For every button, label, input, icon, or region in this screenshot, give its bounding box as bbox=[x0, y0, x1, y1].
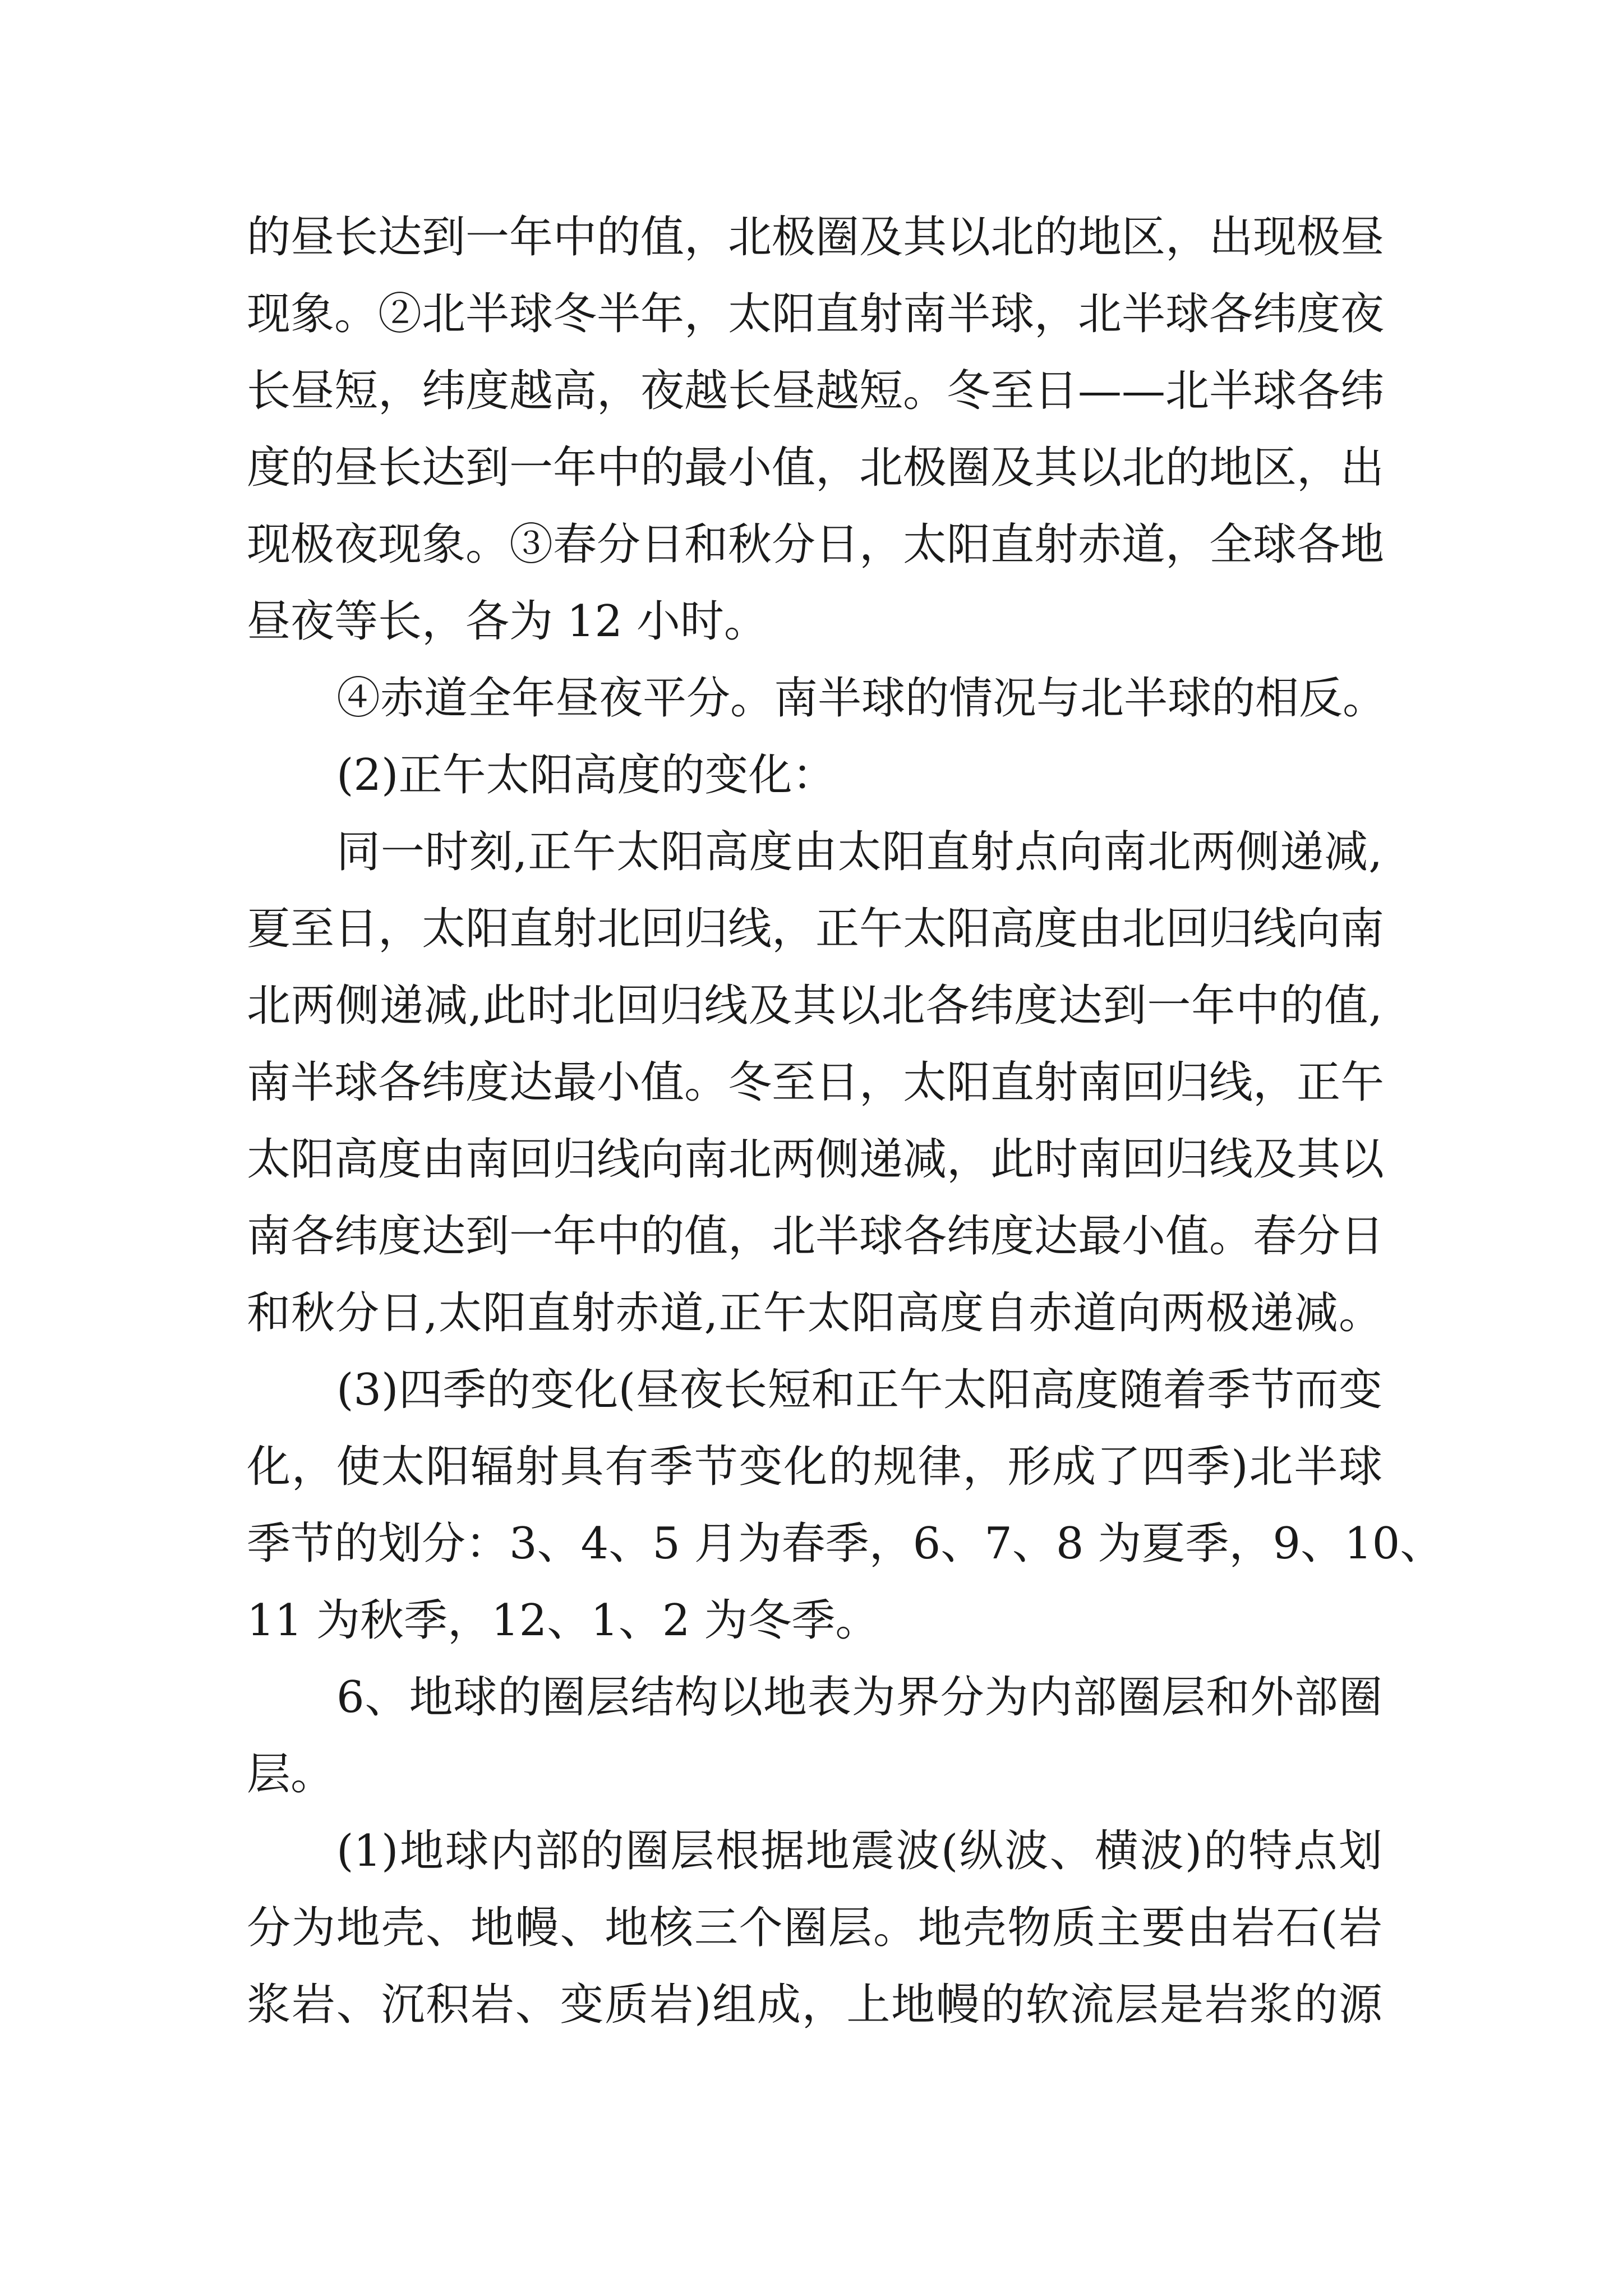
text-line: 分为地壳、地幔、地核三个圈层。地壳物质主要由岩石(岩 bbox=[247, 1903, 1382, 1953]
text-line: 季节的划分：3、4、5 月为春季，6、7、8 为夏季，9、10、 bbox=[247, 1519, 1444, 1569]
text-line: 度的昼长达到一年中的最小值，北极圈及其以北的地区，出 bbox=[247, 443, 1385, 493]
document-body bbox=[247, 199, 1444, 2044]
section-heading: (1)地球内部的圈层根据地震波(纵波、横波)的特点划 bbox=[336, 1826, 1382, 1876]
text-line: 太阳高度由南回归线向南北两侧递减，此时南回归线及其以 bbox=[247, 1134, 1385, 1185]
section-heading: 6、地球的圈层结构以地表为界分为内部圈层和外部圈 bbox=[336, 1672, 1382, 1723]
text-line: 南半球各纬度达最小值。冬至日，太阳直射南回归线，正午 bbox=[247, 1057, 1385, 1108]
text-line: 11 为秋季，12、1、2 为冬季。 bbox=[247, 1595, 879, 1646]
text-line: 现象。②北半球冬半年，太阳直射南半球，北半球各纬度夜 bbox=[247, 289, 1385, 339]
text-line: 浆岩、沉积岩、变质岩)组成，上地幔的软流层是岩浆的源 bbox=[247, 1980, 1382, 2030]
text-line: ④赤道全年昼夜平分。南半球的情况与北半球的相反。 bbox=[336, 673, 1387, 724]
text-line: 和秋分日,太阳直射赤道,正午太阳高度自赤道向两极递减。 bbox=[247, 1288, 1382, 1338]
text-line: 夏至日，太阳直射北回归线，正午太阳高度由北回归线向南 bbox=[247, 904, 1385, 954]
text-line: 化，使太阳辐射具有季节变化的规律，形成了四季)北半球 bbox=[247, 1442, 1382, 1492]
text-line: 现极夜现象。③春分日和秋分日，太阳直射赤道，全球各地 bbox=[247, 519, 1385, 570]
text-line: 长昼短，纬度越高，夜越长昼越短。冬至日——北半球各纬 bbox=[247, 366, 1385, 416]
text-line: 的昼长达到一年中的值，北极圈及其以北的地区，出现极昼 bbox=[247, 212, 1385, 263]
text-line: 昼夜等长，各为 12 小时。 bbox=[247, 596, 768, 647]
text-line: 同一时刻,正午太阳高度由太阳直射点向南北两侧递减, bbox=[336, 827, 1382, 877]
text-line: 南各纬度达到一年中的值，北半球各纬度达最小值。春分日 bbox=[247, 1211, 1385, 1262]
section-heading: (3)四季的变化(昼夜长短和正午太阳高度随着季节而变 bbox=[336, 1365, 1382, 1415]
text-line: 层。 bbox=[247, 1749, 335, 1800]
text-line: 北两侧递减,此时北回归线及其以北各纬度达到一年中的值, bbox=[247, 981, 1382, 1031]
section-heading: (2)正午太阳高度的变化： bbox=[336, 750, 836, 800]
